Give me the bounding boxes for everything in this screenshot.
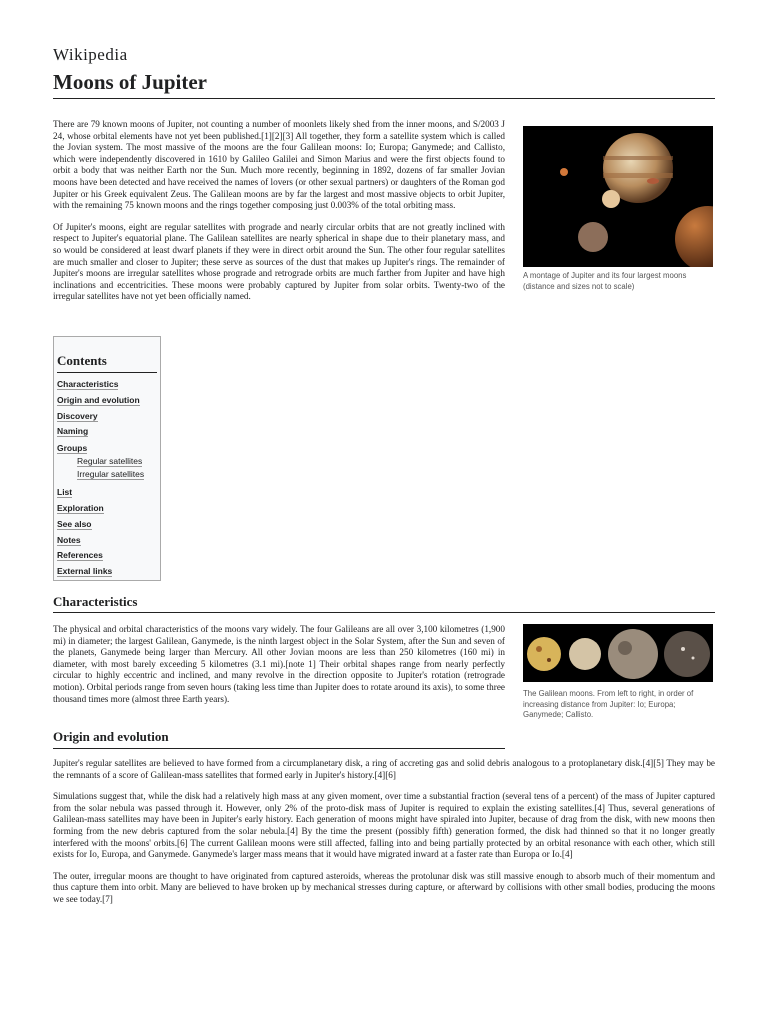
toc-divider: [57, 372, 157, 373]
characteristics-paragraph: The physical and orbital characteristics of the moons vary widely. The four Galileans are all over 3,100 kilometres (1,900 mi) in diameter; the largest Galilean, Ganymede, is the ninth largest object in the Solar System, after the Sun and seven of the planets, Ganymede being larger than Mercury. All other Jovian moons are less than 250 kilometres (160 mi) in diameter, with most barely exceeding 5 kilometres (3.1 mi).[note 1] Their orbital shapes range from nearly perfectly circular to highly eccentric and inclined, and many revolve in the direction opposite to Jupiter's rotation (retrograde motion). Orbital periods range from seven hours (taking less time than Jupiter does to rotate around its axis), to some three thousand times more (almost three Earth years).: [53, 624, 505, 704]
toc-item-exploration[interactable]: Exploration: [57, 502, 104, 513]
toc-item-notes[interactable]: Notes: [57, 534, 81, 545]
toc-subitem-regular-satellites[interactable]: Regular satellites: [77, 456, 143, 467]
heading-origin-divider: [53, 748, 505, 749]
figure-jupiter-montage: [523, 126, 713, 292]
toc-title: Contents: [57, 353, 107, 368]
heading-characteristics: Characteristics: [53, 594, 138, 609]
intro-paragraph-2: Of Jupiter's moons, eight are regular satellites with prograde and nearly circular orbits that are not greatly inclined with respect to Jupiter's equatorial plane. The Galilean satellites are nearly spherical in shape due to their planetary mass, and so would be considered at least dwarf planets if they were in direct orbit around the Sun. The other four regular satellites are much smaller and closer to Jupiter; these serve as sources of the dust that makes up Jupiter's rings. The remainder of Jupiter's moons are irregular satellites whose prograde and retrograde orbits are much farther from Jupiter and have high inclinations and eccentricities. These moons were probably captured by Jupiter from solar orbits. Twenty-two of the irregular satellites have not yet been officially named.: [53, 221, 505, 302]
origin-paragraph-3: The outer, irregular moons are thought to have originated from captured asteroids, whereas the protolunar disk was still massive enough to absorb much of their momentum and thus capture them into orbit. Many are believed to have broken up by mechanical stresses during capture, or afterward by collisions with other small bodies, producing the moons we see today.[7]: [53, 870, 715, 904]
toc-item-list[interactable]: List: [57, 487, 73, 498]
toc-item-naming[interactable]: Naming: [57, 426, 89, 437]
figure-jupiter-caption: A montage of Jupiter and its four largest moons (distance and sizes not to scale): [523, 271, 687, 291]
table-of-contents: [53, 336, 161, 581]
toc-subitem-irregular-satellites[interactable]: Irregular satellites: [77, 469, 145, 480]
origin-paragraph-1: Jupiter's regular satellites are believed to have formed from a circumplanetary disk, a ring of accreting gas and solid debris analogous to a protoplanetary disk.[4][5] They may be the remnants of a score of Galilean-mass satellites that formed early in Jupiter's history.[4][6]: [53, 758, 715, 780]
page-title: Moons of Jupiter: [53, 70, 207, 94]
origin-paragraph-2: Simulations suggest that, while the disk had a relatively high mass at any given moment, over time a substantial fraction (several tens of a percent) of the mass of Jupiter captured from the solar nebula was passed through it. However, only 2% of the proto-disk mass of Jupiter is required to explain the existing satellites.[4] Thus, several generations of Galilean-mass satellites may have been in Jupiter's early history. Each generation of moons might have spiraled into Jupiter, because of drag from the disk, with new moons then forming from the new debris captured from the solar nebula.[4] By the time the present (possibly fifth) generation formed, the disk had thinned so that it no longer greatly interfered with the moons' orbits.[6] The current Galilean moons were still affected, falling into and being partially protected by an orbital resonance with each other, which still exists for Io, Europa, and Ganymede. Ganymede's larger mass means that it would have migrated inward at a faster rate than Europa or Io.[4]: [53, 791, 715, 860]
toc-item-characteristics[interactable]: Characteristics: [57, 379, 119, 389]
wikipedia-logo[interactable]: Wikipedia: [53, 45, 128, 64]
toc-item-references[interactable]: References: [57, 550, 103, 561]
toc-item-origin-and-evolution[interactable]: Origin and evolution: [57, 394, 140, 405]
jupiter-montage-image[interactable]: [523, 126, 713, 267]
characteristics-section: [53, 624, 505, 705]
galilean-moons-image[interactable]: [523, 624, 713, 682]
figure-galilean-moons: [523, 624, 713, 721]
heading-origin-and-evolution: Origin and evolution: [53, 729, 169, 744]
heading-characteristics-divider: [53, 612, 715, 613]
intro-paragraph-1: There are 79 known moons of Jupiter, not counting a number of moonlets likely shed from the inner moons, and S/2003 J 24, whose orbital elements have not yet been published.[1][2][3] All together, they form a satellite system which is called the Jovian system. The most massive of the moons are the four Galilean moons: Io; Europa; Ganymede; and Callisto, which were independently discovered in 1610 by Galileo Galilei and Simon Marius and were the first objects found to orbit a body that was neither Earth nor the Sun. Much more recently, beginning in 1892, dozens of far smaller Jovian moons have been detected and have received the names of lovers (or other sexual partners) or daughters of the Roman god Jupiter or his Greek equivalent Zeus. The Galilean moons are by far the largest and most massive objects to orbit Jupiter, with the remaining 75 known moons and the rings together composing just 0.003% of the total orbiting mass.: [53, 119, 505, 211]
toc-item-external-links[interactable]: External links: [57, 566, 113, 577]
toc-item-discovery[interactable]: Discovery: [57, 410, 98, 421]
origin-section: [53, 758, 715, 906]
title-divider: [53, 98, 715, 99]
toc-item-see-also[interactable]: See also: [57, 518, 92, 529]
figure-galilean-caption: The Galilean moons. From left to right, in order of increasing distance from Jupiter: Io; Europa; Ganymede; Callisto.: [523, 689, 694, 719]
intro-section: [53, 119, 505, 303]
toc-item-groups[interactable]: Groups: [57, 443, 88, 454]
toc-list: [57, 377, 144, 580]
